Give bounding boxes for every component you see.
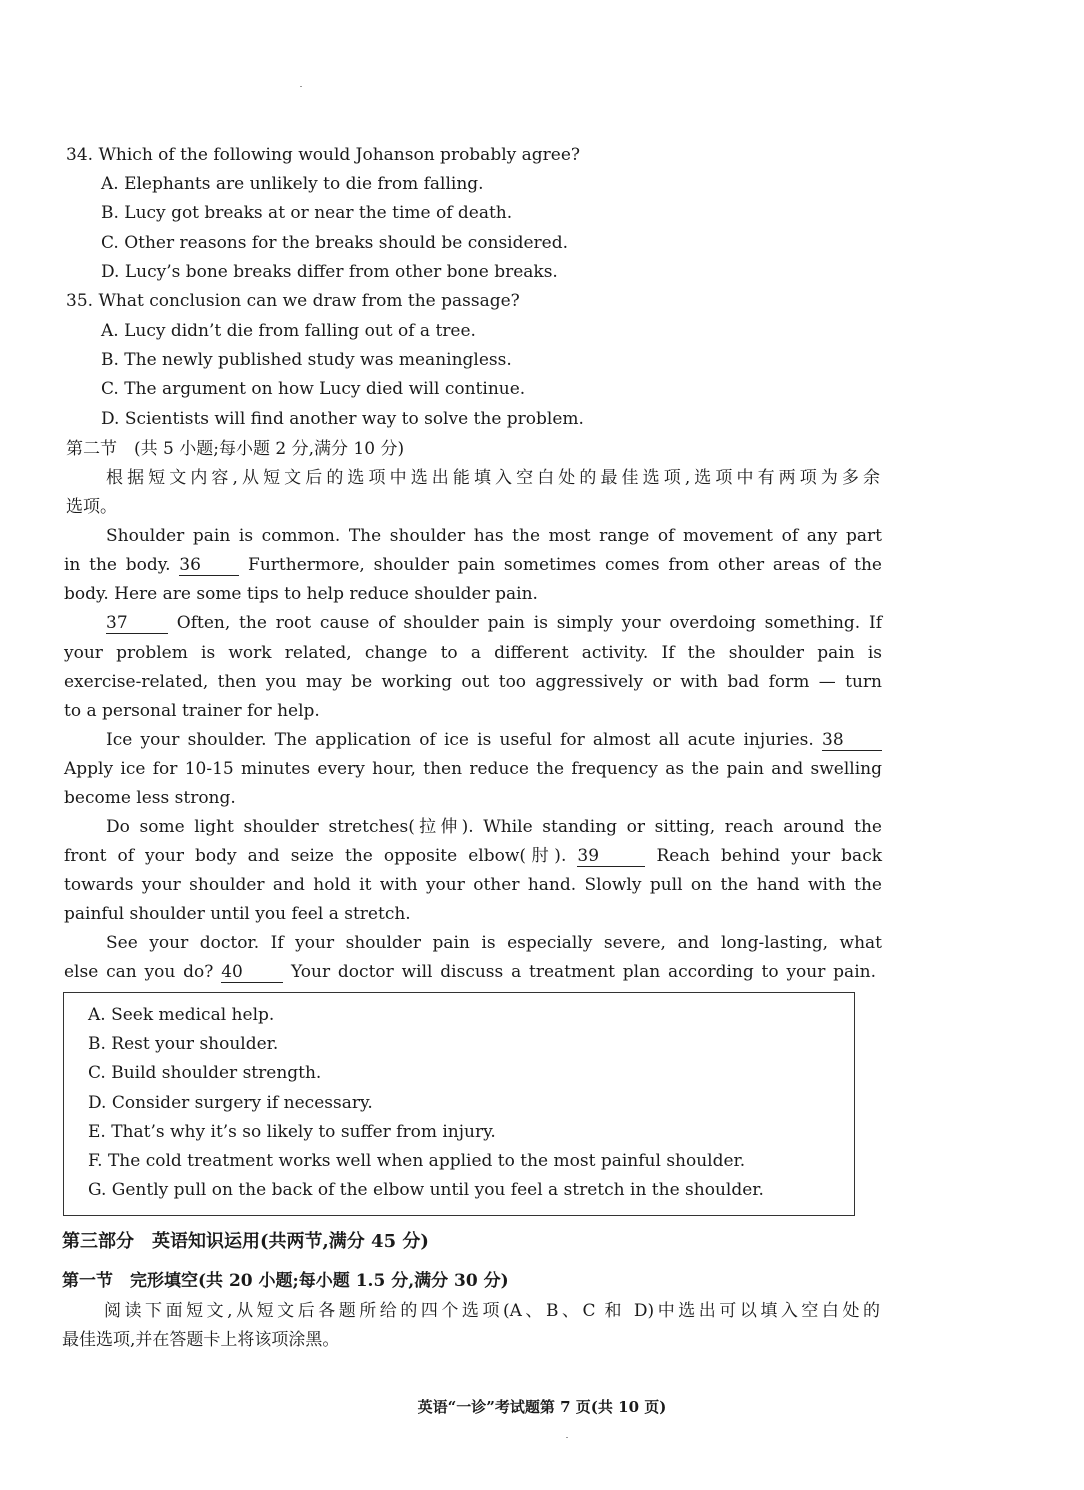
passage-p1-line2: in the body. 36 Furthermore, shoulder pain sometimes comes from other areas of the bbox=[64, 555, 882, 575]
choice-d: D. Consider surgery if necessary. bbox=[88, 1093, 373, 1113]
passage-p5-line1: See your doctor. If your shoulder pain is especially severe, and long-lasting, what bbox=[106, 933, 882, 953]
blank-36: 36 bbox=[179, 555, 239, 576]
part-3-section-1-title: 第一节 完形填空(共 20 小题;每小题 1.5 分,满分 30 分) bbox=[62, 1271, 509, 1291]
passage-p3-line3: become less strong. bbox=[64, 788, 236, 808]
part-3-title: 第三部分 英语知识运用(共两节,满分 45 分) bbox=[62, 1231, 429, 1252]
question-34-option-b: B. Lucy got breaks at or near the time of death. bbox=[101, 203, 513, 223]
question-35-option-b: B. The newly published study was meaningless. bbox=[101, 350, 512, 370]
passage-p4-line3: towards your shoulder and hold it with your other hand. Slowly pull on the hand with the bbox=[64, 875, 882, 895]
page-footer: 英语“一诊”考试题第 7 页(共 10 页) bbox=[417, 1398, 667, 1416]
passage-p3-line2: Apply ice for 10-15 minutes every hour, then reduce the frequency as the pain and swelling bbox=[64, 759, 882, 779]
passage-p2-line3: exercise-related, then you may be working out too aggressively or with bad form — turn bbox=[64, 672, 882, 692]
question-35-stem: 35. What conclusion can we draw from the passage? bbox=[66, 291, 520, 311]
scan-speck bbox=[566, 1437, 568, 1438]
blank-38: 38 bbox=[822, 730, 882, 751]
question-34-option-a: A. Elephants are unlikely to die from falling. bbox=[101, 174, 484, 194]
blank-37: 37 bbox=[106, 613, 168, 634]
scan-speck bbox=[300, 86, 302, 87]
passage-p4-line4: painful shoulder until you feel a stretch. bbox=[64, 904, 411, 924]
passage-p4-line2: front of your body and seize the opposite elbow(肘). 39 Reach behind your back bbox=[64, 846, 883, 866]
choice-e: E. That’s why it’s so likely to suffer from injury. bbox=[88, 1122, 496, 1142]
question-34-option-d: D. Lucy’s bone breaks differ from other bone breaks. bbox=[101, 262, 558, 282]
blank-39: 39 bbox=[577, 846, 645, 867]
passage-p2-line2: your problem is work related, change to a different activity. If the shoulder pain is bbox=[64, 643, 882, 663]
passage-p1-line3: body. Here are some tips to help reduce shoulder pain. bbox=[64, 584, 538, 604]
blank-40: 40 bbox=[221, 962, 283, 983]
choice-b: B. Rest your shoulder. bbox=[88, 1034, 279, 1054]
passage-p3-line1: Ice your shoulder. The application of ice is useful for almost all acute injuries. 38 bbox=[106, 728, 882, 752]
question-35-option-d: D. Scientists will find another way to solve the problem. bbox=[101, 409, 584, 429]
part-3-instruction-line2: 最佳选项,并在答题卡上将该项涂黑。 bbox=[62, 1330, 340, 1350]
section-2-title: 第二节 (共 5 小题;每小题 2 分,满分 10 分) bbox=[66, 439, 405, 459]
choice-c: C. Build shoulder strength. bbox=[88, 1063, 322, 1083]
passage-p5-line2: else can you do? 40 Your doctor will discuss a treatment plan according to your pain. bbox=[64, 962, 876, 982]
passage-p4-line1: Do some light shoulder stretches(拉伸). While standing or sitting, reach around the bbox=[106, 817, 882, 837]
passage-p1-line1: Shoulder pain is common. The shoulder has the most range of movement of any part bbox=[106, 526, 882, 546]
question-34-option-c: C. Other reasons for the breaks should be considered. bbox=[101, 233, 569, 253]
choice-g: G. Gently pull on the back of the elbow until you feel a stretch in the shoulder. bbox=[88, 1180, 764, 1200]
section-2-instruction-line1: 根据短文内容,从短文后的选项中选出能填入空白处的最佳选项,选项中有两项为多余 bbox=[106, 468, 880, 488]
section-2-instruction-line2: 选项。 bbox=[66, 497, 117, 517]
question-35-option-a: A. Lucy didn’t die from falling out of a tree. bbox=[101, 321, 476, 341]
passage-p2-line1: 37 Often, the root cause of shoulder pain is simply your overdoing something. If bbox=[106, 613, 883, 633]
question-35-option-c: C. The argument on how Lucy died will continue. bbox=[101, 379, 526, 399]
part-3-instruction-line1: 阅读下面短文,从短文后各题所给的四个选项(A、B、C 和 D)中选出可以填入空白处的 bbox=[104, 1301, 880, 1321]
choice-f: F. The cold treatment works well when applied to the most painful shoulder. bbox=[88, 1151, 746, 1171]
choice-a: A. Seek medical help. bbox=[88, 1005, 275, 1025]
passage-p2-line4: to a personal trainer for help. bbox=[64, 701, 320, 721]
question-34-stem: 34. Which of the following would Johanson probably agree? bbox=[66, 145, 581, 165]
